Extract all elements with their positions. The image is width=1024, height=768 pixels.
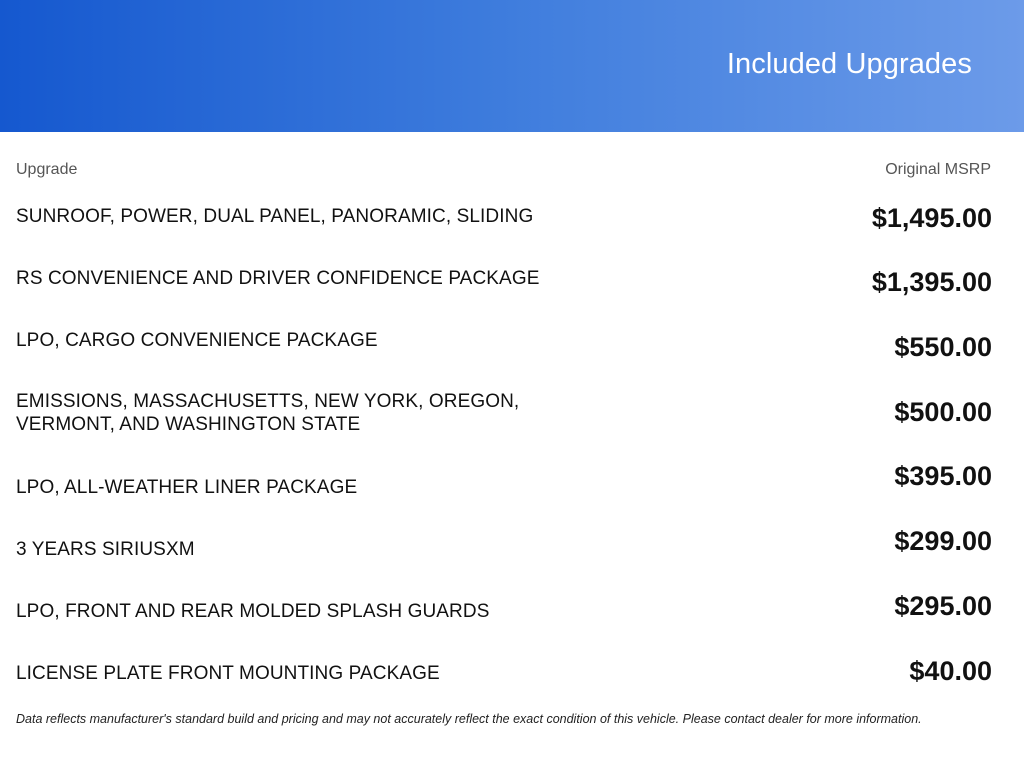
upgrade-name: RS CONVENIENCE AND DRIVER CONFIDENCE PACKAGE <box>16 268 540 289</box>
table-row <box>16 327 992 389</box>
upgrade-price: $40.00 <box>909 656 992 686</box>
page-title: Included Upgrades <box>726 48 972 80</box>
upgrade-price: $1,495.00 <box>871 203 992 233</box>
upgrade-price: $299.00 <box>894 526 992 556</box>
upgrade-name: SUNROOF, POWER, DUAL PANEL, PANORAMIC, SLIDING <box>16 206 534 227</box>
disclaimer-text: Data reflects manufacturer's standard build and pricing and may not accurately reflect the exact condition of this vehicle. Please contact dealer for more information. <box>16 712 922 726</box>
upgrade-price: $295.00 <box>894 591 992 621</box>
upgrade-name: LPO, CARGO CONVENIENCE PACKAGE <box>16 330 378 351</box>
upgrade-price: $500.00 <box>894 397 992 427</box>
table-row <box>16 451 992 513</box>
upgrade-price: $550.00 <box>894 332 992 362</box>
upgrade-price: $395.00 <box>894 461 992 491</box>
upgrade-name: EMISSIONS, MASSACHUSETTS, NEW YORK, OREGON, VERMONT, AND WASHINGTON STATE <box>16 391 520 435</box>
upgrade-name: LICENSE PLATE FRONT MOUNTING PACKAGE <box>16 663 440 684</box>
table-row <box>16 637 992 699</box>
upgrade-price: $1,395.00 <box>871 267 992 297</box>
table-row <box>16 203 992 265</box>
table-row <box>16 265 992 327</box>
column-header-upgrade: Upgrade <box>16 161 78 178</box>
upgrade-name: LPO, FRONT AND REAR MOLDED SPLASH GUARDS <box>16 601 490 622</box>
table-row <box>16 389 992 451</box>
column-header-msrp: Original MSRP <box>885 161 991 178</box>
upgrade-name: LPO, ALL-WEATHER LINER PACKAGE <box>16 477 358 498</box>
upgrade-name: 3 YEARS SIRIUSXM <box>16 539 195 560</box>
table-row <box>16 513 992 575</box>
header-banner <box>0 0 1024 132</box>
table-row <box>16 575 992 637</box>
